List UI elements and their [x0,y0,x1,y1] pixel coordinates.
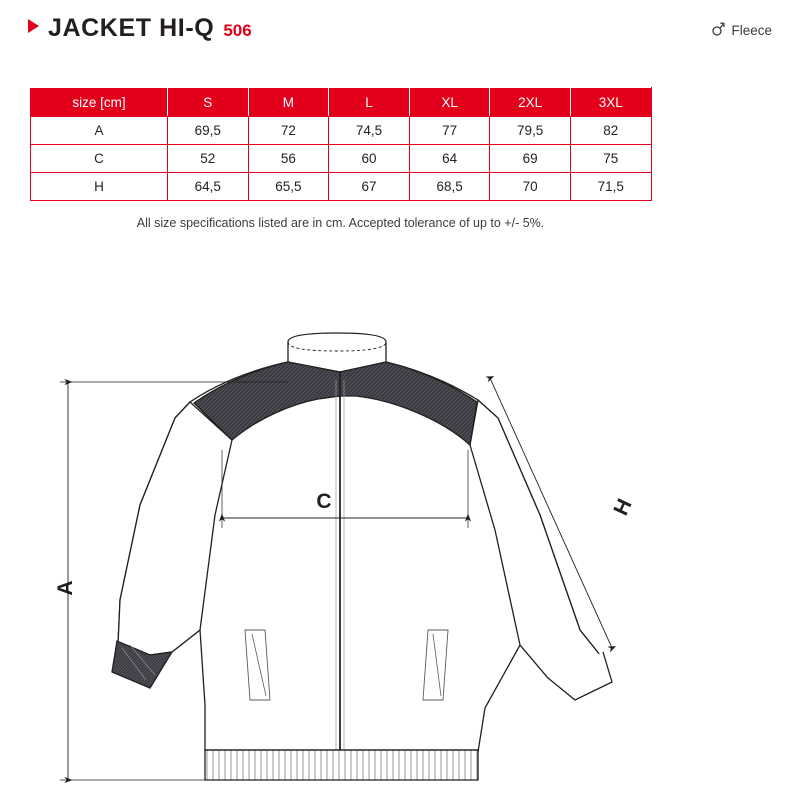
table-cell: 65,5 [248,173,329,201]
row-label: H [31,173,168,201]
fabric-info [712,21,772,39]
technical-drawing [0,300,800,800]
table-header-cell: size [cm] [31,88,168,117]
table-cell: 67 [329,173,410,201]
table-cell: 64 [409,145,490,173]
dimension-label-h: H [609,495,637,519]
table-header-cell: XL [409,88,490,117]
jacket-diagram-svg [0,300,800,800]
jacket-illustration [112,333,612,780]
size-table-wrapper [30,87,651,201]
size-table [30,87,652,201]
hem-rib [205,750,478,780]
mars-symbol-icon [712,21,725,39]
table-row [31,117,652,145]
table-cell: 56 [248,145,329,173]
table-cell: 52 [168,145,249,173]
table-header-cell: M [248,88,329,117]
dimension-label-c: C [316,490,332,513]
table-cell: 75 [570,145,651,173]
table-cell: 77 [409,117,490,145]
table-cell: 64,5 [168,173,249,201]
row-label: C [31,145,168,173]
page-title: JACKET HI-Q [48,14,215,42]
triangle-right-icon [28,19,39,33]
table-cell: 69 [490,145,571,173]
product-code: 506 [223,21,252,40]
table-header-cell: 3XL [570,88,651,117]
dimension-label-a: A [54,580,77,596]
table-cell: 69,5 [168,117,249,145]
table-cell: 82 [570,117,651,145]
page-header [28,14,772,54]
fabric-label: Fleece [731,22,772,38]
table-cell: 79,5 [490,117,571,145]
table-header-row [31,88,652,117]
table-cell: 60 [329,145,410,173]
table-cell: 74,5 [329,117,410,145]
title-row [28,14,772,43]
table-row [31,173,652,201]
table-cell: 70 [490,173,571,201]
table-header-cell: 2XL [490,88,571,117]
table-cell: 68,5 [409,173,490,201]
table-row [31,145,652,173]
table-cell: 71,5 [570,173,651,201]
table-header-cell: L [329,88,410,117]
row-label: A [31,117,168,145]
tolerance-note: All size specifications listed are in cm. Accepted tolerance of up to +/- 5%. [136,216,545,230]
table-cell: 72 [248,117,329,145]
table-header-cell: S [168,88,249,117]
